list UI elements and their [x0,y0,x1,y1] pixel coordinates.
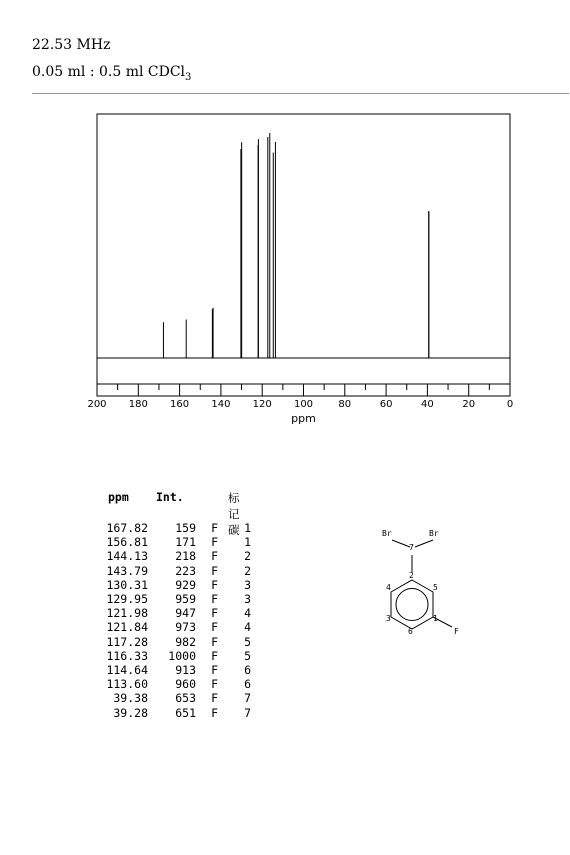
cell-intensity: 1000 [168,648,196,663]
cell-intensity: 223 [175,563,196,578]
col-header-ppm: ppm [108,490,129,504]
x-tick-label: 140 [211,399,231,410]
cell-flag: F [211,577,218,592]
cell-flag: F [211,663,218,677]
header-divider [32,93,569,94]
cell-intensity: 159 [175,521,196,535]
cell-assigned-carbon: 4 [244,606,251,621]
cell-flag: F [211,677,218,692]
cell-ppm: 130.31 [106,577,148,592]
cell-flag: F [211,535,218,550]
cell-ppm: 121.84 [106,620,148,635]
cell-intensity: 982 [175,634,196,649]
table-row [96,565,266,578]
cell-ppm: 167.82 [106,521,148,535]
cell-ppm: 121.98 [106,606,148,621]
cell-ppm: 117.28 [106,634,148,649]
cell-flag: F [211,705,218,720]
benzene-ring [391,580,433,629]
cell-intensity: 929 [175,577,196,592]
cell-ppm: 39.38 [113,691,148,706]
cell-ppm: 156.81 [106,535,148,550]
x-tick-label: 0 [506,399,514,410]
x-tick-label: 120 [252,399,272,410]
cell-ppm: 113.60 [106,677,148,692]
table-row [96,607,266,620]
nmr-spectrum-chart [0,100,570,430]
cell-intensity: 653 [175,691,196,706]
table-row [96,621,266,634]
cell-flag: F [211,549,218,564]
cell-flag: F [211,592,218,606]
cell-assigned-carbon: 4 [244,620,251,635]
cell-assigned-carbon: 6 [244,677,251,692]
atom-number-2: 2 [409,571,414,580]
atom-number-4: 4 [386,583,391,592]
table-row [96,707,266,720]
cell-intensity: 947 [175,606,196,621]
atom-number-7: 7 [409,543,414,552]
cell-ppm: 114.64 [106,663,148,677]
cell-intensity: 973 [175,620,196,635]
cell-ppm: 39.28 [113,705,148,720]
table-row [96,636,266,649]
cell-intensity: 960 [175,677,196,692]
cell-flag: F [211,634,218,649]
x-tick-label: 20 [462,399,476,410]
cell-ppm: 116.33 [106,648,148,663]
cell-flag: F [211,648,218,663]
table-row [96,579,266,592]
cell-assigned-carbon: 6 [244,663,251,677]
sample-concentration-subscript: 3 [185,71,192,83]
cell-intensity: 651 [175,705,196,720]
cell-assigned-carbon: 3 [244,592,251,606]
plot-frame [97,114,510,396]
cell-assigned-carbon: 1 [244,535,251,550]
cell-assigned-carbon: 2 [244,549,251,564]
cell-assigned-carbon: 7 [244,705,251,720]
cell-assigned-carbon: 2 [244,563,251,578]
atom-number-6: 6 [408,627,413,636]
cell-flag: F [211,563,218,578]
spectrometer-frequency: 22.53 MHz [32,37,111,53]
cell-intensity: 959 [175,592,196,606]
bond-br-c7-right [415,540,433,547]
atom-number-1: 1 [433,614,438,623]
aromatic-circle [396,589,428,621]
x-axis-label: ppm [291,412,316,425]
atom-number-3: 3 [386,614,391,623]
cell-flag: F [211,691,218,706]
table-row [96,550,266,563]
cell-ppm: 129.95 [106,592,148,606]
atom-br-left: Br [382,529,392,538]
table-row [96,664,266,677]
table-row [96,536,266,549]
x-tick-label: 80 [338,399,352,410]
col-header-assigned-carbon: 标记碳 [228,491,240,537]
cell-intensity: 171 [175,535,196,550]
table-row [96,650,266,663]
atom-number-5: 5 [433,583,438,592]
table-row [96,522,266,535]
table-row [96,593,266,606]
atom-f: F [454,627,459,636]
x-tick-label: 180 [128,399,148,410]
x-tick-label: 60 [379,399,393,410]
molecule-structure [370,520,490,650]
table-row [96,678,266,691]
cell-assigned-carbon: 7 [244,691,251,706]
cell-flag: F [211,521,218,535]
sample-concentration [32,64,191,83]
cell-assigned-carbon: 5 [244,634,251,649]
cell-ppm: 144.13 [106,549,148,564]
sample-concentration-main: 0.05 ml : 0.5 ml CDCl [32,64,186,80]
table-row [96,692,266,705]
col-header-intensity: Int. [156,490,184,504]
cell-ppm: 143.79 [106,563,148,578]
cell-flag: F [211,606,218,621]
cell-flag: F [211,620,218,635]
x-tick-label: 160 [170,399,190,410]
cell-assigned-carbon: 3 [244,577,251,592]
cell-assigned-carbon: 1 [244,521,251,535]
cell-assigned-carbon: 5 [244,648,251,663]
x-tick-label: 200 [87,399,107,410]
atom-br-right: Br [429,529,439,538]
x-tick-label: 100 [293,399,314,410]
cell-intensity: 218 [175,549,196,564]
bond-br-c7-left [392,540,410,547]
cell-intensity: 913 [175,663,196,677]
x-tick-label: 40 [421,399,434,410]
